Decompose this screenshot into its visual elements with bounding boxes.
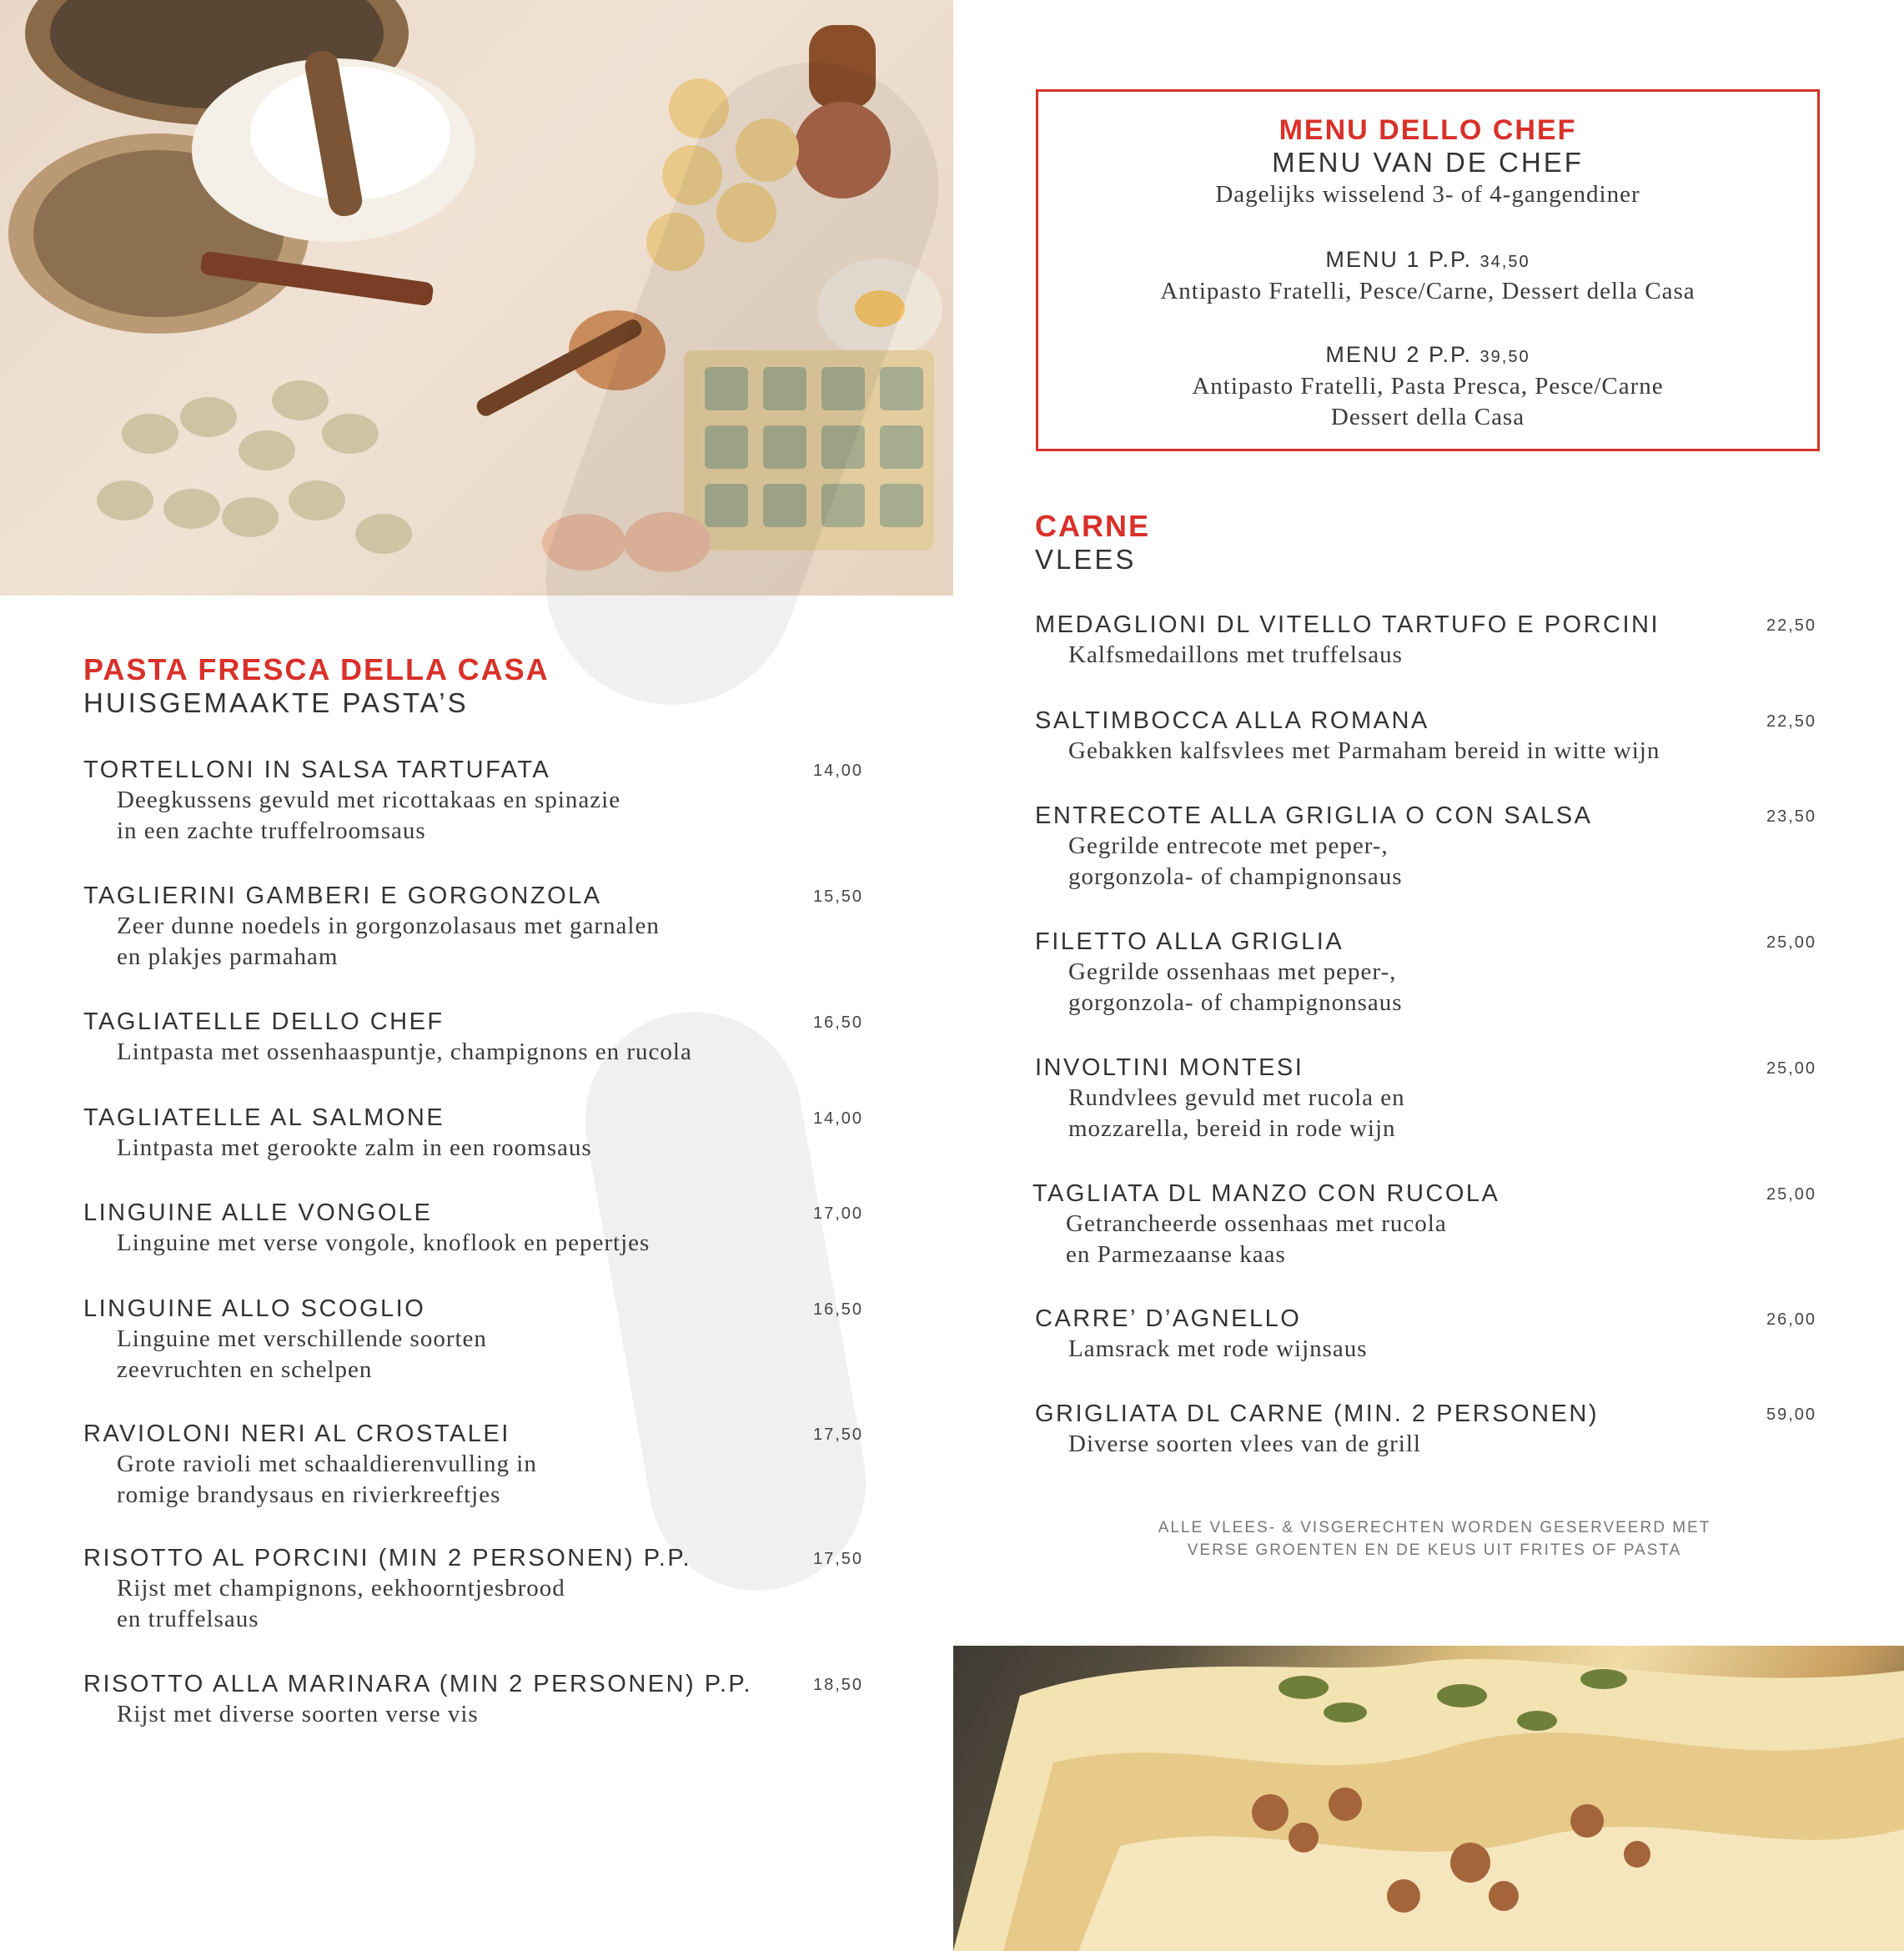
item-name: INVOLTINI MONTESI — [1035, 1054, 1304, 1081]
item-description: Kalfsmedaillons met truffelsaus — [1068, 641, 1403, 668]
item-name: CARRE’ D’AGNELLO — [1035, 1305, 1302, 1332]
item-description: Lamsrack met rode wijnsaus — [1068, 1335, 1368, 1362]
item-description: Lintpasta met ossenhaaspuntje, champignons en rucola — [117, 1038, 692, 1065]
item-name: RISOTTO AL PORCINI (MIN 2 PERSONEN) P.P. — [83, 1545, 692, 1571]
item-price: 22,50 — [1766, 616, 1817, 635]
menu-item — [1035, 610, 1819, 671]
item-name: ENTRECOTE ALLA GRIGLIA O CON SALSA — [1035, 802, 1593, 829]
item-price: 59,00 — [1766, 1405, 1817, 1424]
menu-item — [1035, 1399, 1819, 1460]
item-name: TAGLIATELLE AL SALMONE — [83, 1104, 445, 1131]
chef-menu-2-line-2: Dessert della Casa — [1330, 404, 1525, 430]
item-price: 14,00 — [813, 762, 864, 780]
chef-menu-box — [1036, 89, 1820, 451]
item-description: Getrancheerde ossenhaas met rucola en Parmezaanse kaas — [1066, 1210, 1447, 1268]
menu-item — [1032, 1179, 1819, 1270]
item-price: 23,50 — [1766, 807, 1817, 826]
item-price: 17,00 — [813, 1204, 864, 1223]
item-description: Gebakken kalfsvlees met Parmaham bereid in witte wijn — [1068, 737, 1660, 764]
item-name: TORTELLONI IN SALSA TARTUFATA — [83, 757, 551, 783]
item-price: 26,00 — [1766, 1310, 1817, 1329]
item-description: Deegkussens gevuld met ricottakaas en spinazie in een zachte truffelroomsaus — [117, 787, 621, 844]
item-price: 16,50 — [813, 1013, 864, 1032]
chef-menu-2-name: MENU 2 P.P. 39,50 — [1325, 342, 1530, 367]
menu-item — [83, 881, 867, 973]
item-name: TAGLIATA DL MANZO CON RUCOLA — [1032, 1180, 1500, 1207]
item-price: 15,50 — [813, 888, 864, 906]
item-price: 25,00 — [1766, 1185, 1817, 1204]
item-description: Linguine met verse vongole, knoflook en pepertjes — [117, 1229, 651, 1256]
pasta-heading: PASTA FRESCA DELLA CASA — [83, 652, 550, 686]
menu-item — [83, 1669, 867, 1730]
side-dish-footnote: ALLE VLEES- & VISGERECHTEN WORDEN GESERVEERD MET VERSE GROENTEN EN DE KEUS UIT FRITES OF PASTA — [1158, 1519, 1711, 1559]
item-description: Gegrilde entrecote met peper-, gorgonzola- of champignonsaus — [1068, 832, 1403, 890]
item-price: 17,50 — [813, 1550, 864, 1568]
menu-item — [83, 1007, 867, 1068]
chef-menu-description: Dagelijks wisselend 3- of 4-gangendiner — [1215, 181, 1640, 208]
item-price: 25,00 — [1766, 933, 1817, 952]
item-name: FILETTO ALLA GRIGLIA — [1035, 928, 1344, 955]
menu-item — [1035, 1304, 1819, 1365]
item-name: RISOTTO ALLA MARINARA (MIN 2 PERSONEN) P.P. — [83, 1671, 753, 1697]
item-name: RAVIOLONI NERI AL CROSTALEI — [83, 1421, 510, 1447]
chef-menu-2-line-1: Antipasto Fratelli, Pasta Presca, Pesce/Carne — [1192, 373, 1664, 400]
item-price: 22,50 — [1766, 712, 1817, 731]
item-description: Zeer dunne noedels in gorgonzolasaus met garnalen en plakjes parmaham — [117, 913, 660, 970]
chef-menu-2-price: 39,50 — [1479, 348, 1530, 366]
item-description: Grote ravioli met schaaldierenvulling in romige brandysaus en rivierkreeftjes — [117, 1451, 537, 1508]
item-description: Gegrilde ossenhaas met peper-, gorgonzola- of champignonsaus — [1068, 958, 1403, 1016]
item-price: 17,50 — [813, 1426, 864, 1444]
item-price: 16,50 — [813, 1300, 864, 1319]
menu-item — [1035, 801, 1819, 893]
menu-item — [83, 1198, 867, 1259]
chef-menu-subtitle: MENU VAN DE CHEF — [1272, 147, 1584, 178]
menu-item — [83, 1543, 867, 1635]
item-description: Diverse soorten vlees van de grill — [1068, 1431, 1421, 1457]
chef-menu-title: MENU DELLO CHEF — [1279, 114, 1577, 146]
item-name: LINGUINE ALLO SCOGLIO — [83, 1295, 426, 1322]
item-name: MEDAGLIONI DL VITELLO TARTUFO E PORCINI — [1035, 611, 1660, 638]
item-description: Lintpasta met gerookte zalm in een roomsaus — [117, 1134, 592, 1161]
chef-menu-1-name: MENU 1 P.P. 34,50 — [1325, 247, 1530, 272]
item-description: Rijst met champignons, eekhoorntjesbrood en truffelsaus — [117, 1575, 565, 1632]
item-price: 18,50 — [813, 1676, 864, 1694]
carne-heading: CARNE — [1035, 509, 1151, 543]
item-name: TAGLIERINI GAMBERI E GORGONZOLA — [83, 882, 602, 909]
item-description: Linguine met verschillende soorten zeevruchten en schelpen — [117, 1325, 487, 1383]
pappardelle-ragu-photo — [953, 1646, 1904, 1951]
pasta-making-photo — [0, 0, 953, 596]
chef-menu-1-price: 34,50 — [1479, 253, 1530, 271]
menu-item — [1035, 927, 1819, 1018]
menu-item — [83, 755, 867, 847]
item-name: LINGUINE ALLE VONGOLE — [83, 1199, 433, 1226]
chef-menu-1-line: Antipasto Fratelli, Pesce/Carne, Dessert della Casa — [1160, 278, 1696, 304]
carne-subheading: VLEES — [1035, 544, 1137, 575]
item-description: Rijst met diverse soorten verse vis — [117, 1701, 479, 1727]
item-price: 14,00 — [813, 1109, 864, 1128]
menu-item — [83, 1294, 867, 1385]
pasta-subheading: HUISGEMAAKTE PASTA’S — [83, 687, 469, 718]
menu-item — [83, 1103, 867, 1164]
item-name: SALTIMBOCCA ALLA ROMANA — [1035, 707, 1429, 734]
menu-item — [1035, 706, 1819, 767]
item-name: GRIGLIATA DL CARNE (MIN. 2 PERSONEN) — [1035, 1400, 1600, 1427]
item-price: 25,00 — [1766, 1059, 1817, 1078]
menu-item — [83, 1419, 867, 1511]
item-description: Rundvlees gevuld met rucola en mozzarella, bereid in rode wijn — [1068, 1084, 1405, 1142]
item-name: TAGLIATELLE DELLO CHEF — [83, 1008, 445, 1035]
menu-item — [1035, 1053, 1819, 1144]
